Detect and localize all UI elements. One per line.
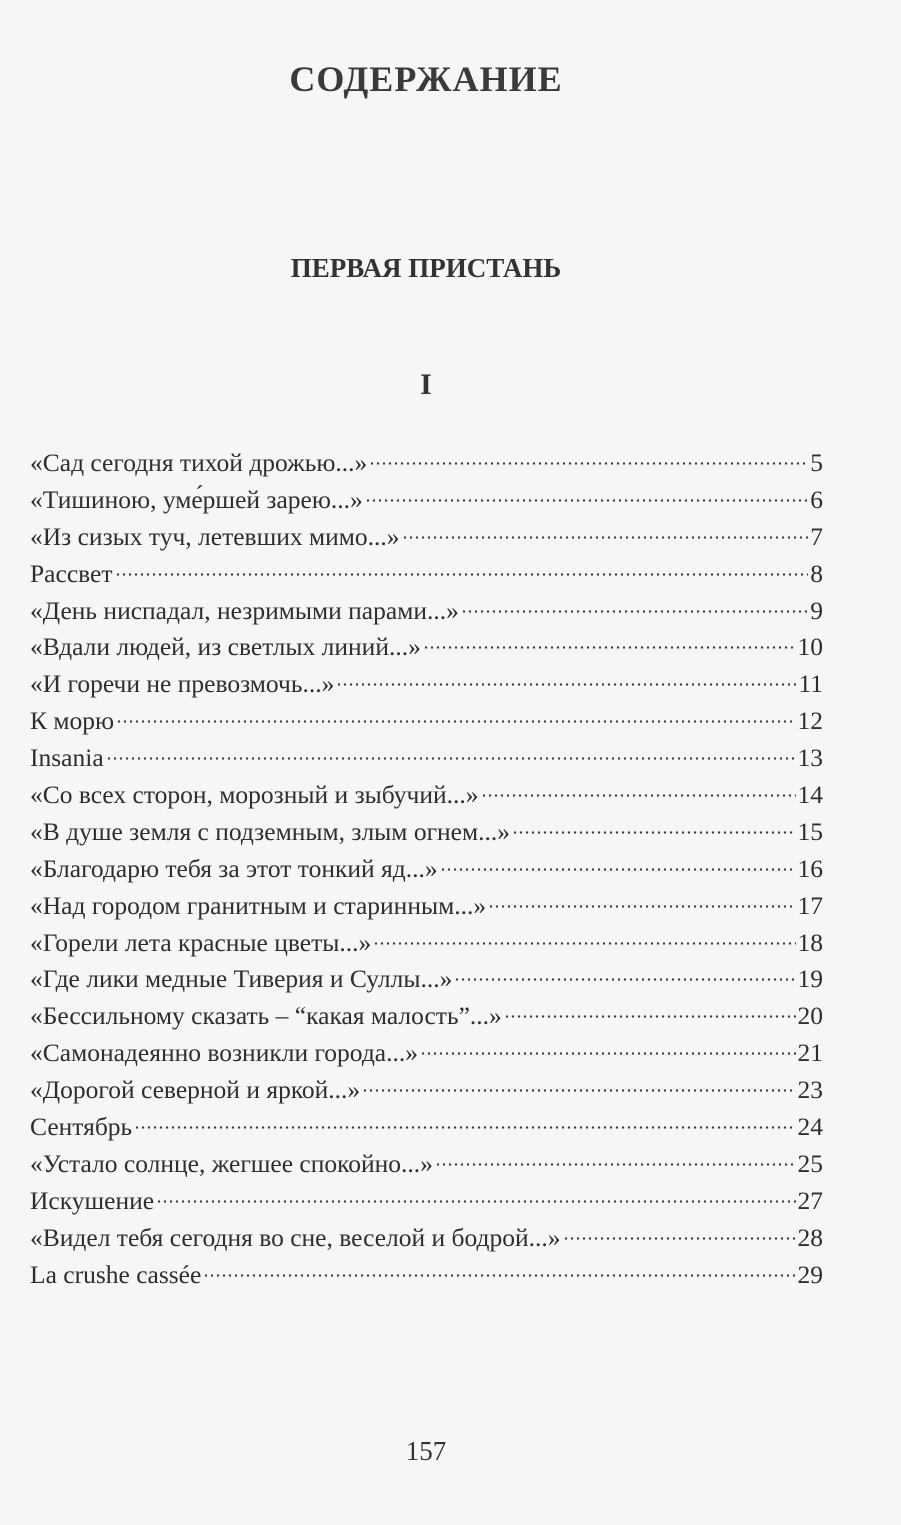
toc-entry bbox=[30, 961, 823, 998]
toc-entry-title: «Вдали людей, из светлых линий...» bbox=[30, 632, 421, 662]
dot-leader bbox=[488, 905, 795, 908]
toc-entry-title: «Где лики медные Тиверия и Суллы...» bbox=[30, 964, 453, 994]
section-title: ПЕРВАЯ ПРИСТАНЬ bbox=[290, 253, 562, 283]
toc-entry-title: «И горечи не превозмочь...» bbox=[30, 669, 335, 699]
dot-leader bbox=[461, 610, 808, 613]
toc-entry-page: 11 bbox=[798, 669, 823, 699]
toc-entry-page: 24 bbox=[797, 1112, 823, 1142]
toc-entry bbox=[30, 1183, 823, 1220]
toc-entry-page: 10 bbox=[797, 632, 823, 662]
toc-entry bbox=[30, 1257, 823, 1294]
page-number: 157 bbox=[405, 1436, 447, 1466]
page-title: СОДЕРЖАНИЕ bbox=[289, 59, 563, 99]
toc-entry-title: «Тишиною, уме́ршей зарею...» bbox=[30, 484, 363, 514]
toc-entry-page: 18 bbox=[797, 927, 823, 957]
toc-entry-title: La crushe cassée bbox=[30, 1259, 202, 1289]
toc-entry-page: 7 bbox=[810, 521, 823, 551]
toc-entry bbox=[30, 482, 823, 519]
dot-leader bbox=[504, 1015, 796, 1018]
toc-entry bbox=[30, 1146, 823, 1183]
toc-entry-page: 29 bbox=[797, 1259, 823, 1289]
toc-entry-title: «Из сизых туч, летевших мимо...» bbox=[30, 521, 400, 551]
toc-entry-title: «Бессильному сказать – “какая малость”...» bbox=[30, 1001, 502, 1031]
toc-entry-title: К морю bbox=[30, 706, 115, 736]
toc-entry bbox=[30, 1220, 823, 1257]
dot-leader bbox=[512, 831, 795, 834]
part-title: I bbox=[420, 368, 432, 401]
dot-leader bbox=[115, 573, 809, 576]
toc-entry-title: «Благодарю тебя за этот тонкий яд...» bbox=[30, 853, 438, 883]
toc-entry-page: 5 bbox=[810, 448, 823, 477]
toc-entry-page: 20 bbox=[797, 1001, 823, 1031]
toc-entry bbox=[30, 556, 823, 593]
toc-entry bbox=[30, 593, 823, 630]
dot-leader bbox=[134, 1126, 795, 1129]
toc-entry-page: 8 bbox=[810, 558, 823, 588]
toc-entry-title: «Со всех сторон, морозный и зыбучий...» bbox=[30, 780, 479, 810]
toc-entry-page: 14 bbox=[797, 780, 823, 810]
dot-leader bbox=[435, 1163, 796, 1166]
toc-entry-page: 13 bbox=[797, 743, 823, 773]
toc-entry-title: «Горели лета красные цветы...» bbox=[30, 927, 372, 957]
toc-entry-page: 12 bbox=[797, 706, 823, 736]
toc-entry-page: 25 bbox=[797, 1148, 823, 1178]
toc-entry-title: «Дорогой северной и яркой...» bbox=[30, 1075, 361, 1105]
dot-leader bbox=[481, 794, 796, 797]
toc-entry bbox=[30, 1109, 823, 1146]
toc-entry bbox=[30, 740, 823, 777]
toc-entry-title: Рассвет bbox=[30, 558, 113, 588]
dot-leader bbox=[402, 536, 809, 539]
toc-entry bbox=[30, 703, 823, 740]
toc-entry-page: 17 bbox=[797, 890, 823, 920]
dot-leader bbox=[116, 720, 795, 723]
dot-leader bbox=[203, 1274, 795, 1277]
dot-leader bbox=[563, 1237, 796, 1240]
dot-leader bbox=[423, 646, 796, 649]
toc-entry-title: «Устало солнце, жегшее спокойно...» bbox=[30, 1148, 433, 1178]
toc-entry bbox=[30, 666, 823, 703]
dot-leader bbox=[373, 942, 795, 945]
dot-leader bbox=[362, 1089, 795, 1092]
toc-entry-title: «Над городом гранитным и старинным...» bbox=[30, 890, 487, 920]
dot-leader bbox=[369, 462, 808, 465]
toc-entry-title: «День ниспадал, незримыми парами...» bbox=[30, 595, 459, 625]
toc-entry-page: 28 bbox=[797, 1222, 823, 1252]
toc-entry bbox=[30, 519, 823, 556]
toc-entry-title: Сентябрь bbox=[30, 1112, 133, 1142]
toc-entry-page: 16 bbox=[797, 853, 823, 883]
dot-leader bbox=[440, 868, 796, 871]
toc-entry-title: «Видел тебя сегодня во сне, веселой и бодрой...» bbox=[30, 1222, 561, 1252]
toc-entry-title: «Сад сегодня тихой дрожью...» bbox=[30, 448, 368, 477]
toc-entry bbox=[30, 1072, 823, 1109]
toc-entry bbox=[30, 445, 823, 482]
dot-leader bbox=[336, 683, 796, 686]
dot-leader bbox=[420, 1052, 796, 1055]
toc-entry-page: 23 bbox=[797, 1075, 823, 1105]
toc-entry-title: Искушение bbox=[30, 1185, 155, 1215]
dot-leader bbox=[156, 1200, 795, 1203]
toc-entry-page: 19 bbox=[797, 964, 823, 994]
toc-entry-page: 27 bbox=[797, 1185, 823, 1215]
toc-entry bbox=[30, 925, 823, 962]
dot-leader bbox=[106, 757, 796, 760]
toc-entry-title: «Самонадеянно возникли города...» bbox=[30, 1038, 418, 1068]
toc-entry bbox=[30, 777, 823, 814]
toc-entry bbox=[30, 998, 823, 1035]
toc-entry-page: 6 bbox=[810, 484, 823, 514]
dot-leader bbox=[365, 499, 808, 502]
toc-entry bbox=[30, 629, 823, 666]
toc-entry bbox=[30, 888, 823, 925]
toc-entry-title: «В душе земля с подземным, злым огнем...» bbox=[30, 816, 511, 846]
toc-entry bbox=[30, 814, 823, 851]
toc-entry-page: 21 bbox=[797, 1038, 823, 1068]
toc-entry-page: 9 bbox=[810, 595, 823, 625]
toc-entry bbox=[30, 851, 823, 888]
toc-entry-title: Insania bbox=[30, 743, 104, 773]
dot-leader bbox=[454, 978, 795, 981]
toc-entry-page: 15 bbox=[797, 816, 823, 846]
table-of-contents bbox=[30, 445, 823, 1293]
toc-entry bbox=[30, 1035, 823, 1072]
